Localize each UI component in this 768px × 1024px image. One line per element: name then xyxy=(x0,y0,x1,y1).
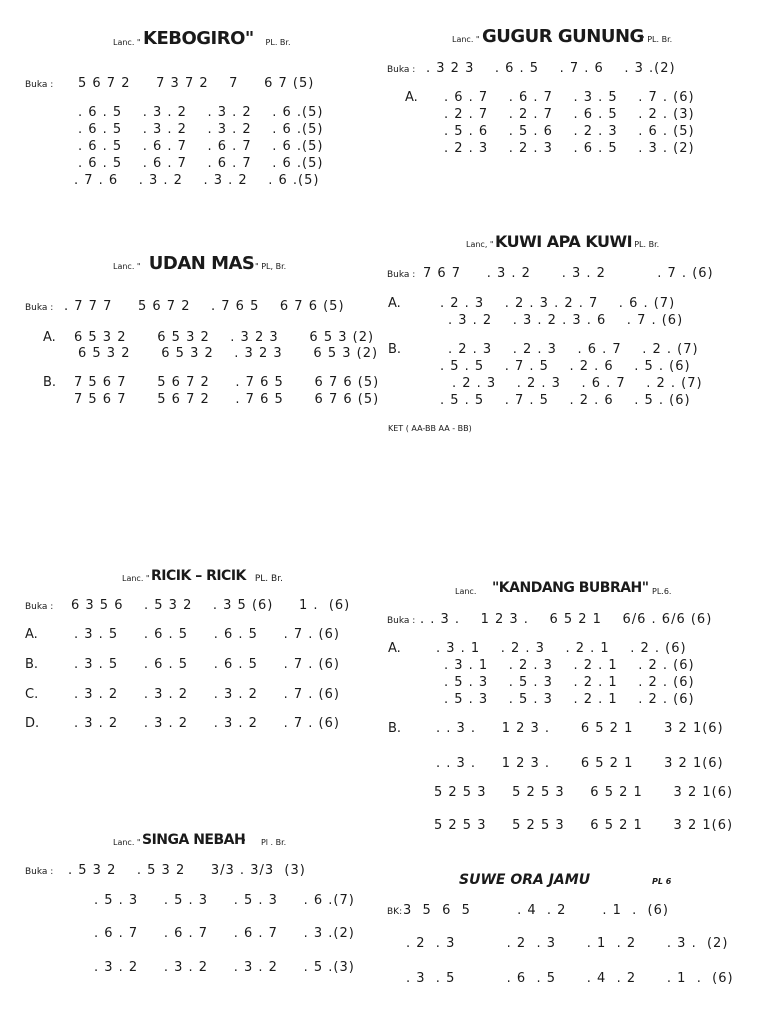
buka-notation: 7 6 7 . 3 . 2 . 3 . 2 . 7 . (6) xyxy=(423,266,714,281)
notation-row: . 6 . 5 . 3 . 2 . 3 . 2 . 6 .(5) xyxy=(78,122,324,137)
notation-row: . 5 . 6 . 5 . 6 . 2 . 3 . 6 . (5) xyxy=(444,124,695,139)
notation-row: . 2 . 3 . 2 . 3 . 2 . 7 . 6 . (7) xyxy=(440,296,676,311)
song-title: SINGA NEBAH xyxy=(142,832,246,848)
song-title: KUWI APA KUWI xyxy=(495,232,633,251)
notation-row: . 2 . 3 . 2 . 3 . 6 . 5 . 3 . (2) xyxy=(444,141,695,156)
notation-row: . 2 . 3 . 2 . 3 . 6 . 7 . 2 . (7) xyxy=(452,376,703,391)
part-label-a: A. xyxy=(388,296,401,311)
song-title: GUGUR GUNUNG xyxy=(482,26,644,47)
notation-row: 6 5 3 2 6 5 3 2 . 3 2 3 6 5 3 (2) xyxy=(78,346,379,361)
buka-label: Buka : xyxy=(387,270,416,280)
buka-label: Buka : xyxy=(387,65,416,75)
pl-label: " Pl . Br. xyxy=(242,838,287,847)
notation-row: . 3 . 1 . 2 . 3 . 2 . 1 . 2 . (6) xyxy=(436,641,687,656)
pl-label: " PL. Br. xyxy=(628,240,660,249)
buka-notation: . 3 2 3 . 6 . 5 . 7 . 6 . 3 .(2) xyxy=(426,61,676,76)
notation-row: . 5 . 3 . 5 . 3 . 2 . 1 . 2 . (6) xyxy=(444,692,695,707)
notation-row: 5 2 5 3 5 2 5 3 6 5 2 1 3 2 1(6) xyxy=(434,818,734,833)
buka-label: Buka : xyxy=(25,867,54,877)
lanc-label: Lanc. " xyxy=(113,838,141,847)
part-label-b: B. xyxy=(388,721,402,736)
notation-row: . 3 . 1 . 2 . 3 . 2 . 1 . 2 . (6) xyxy=(444,658,695,673)
notation-row: . . 3 . 1 2 3 . 6 5 2 1 3 2 1(6) xyxy=(436,756,724,771)
notation-row: . 6 . 5 . 6 . 7 . 6 . 7 . 6 .(5) xyxy=(78,139,324,154)
notation-row: . 3 . 2 . 3 . 2 . 3 . 6 . 7 . (6) xyxy=(448,313,684,328)
notation-row: 5 2 5 3 5 2 5 3 6 5 2 1 3 2 1(6) xyxy=(434,785,734,800)
part-label-a: A. xyxy=(405,90,418,105)
part-label: D. xyxy=(25,716,40,731)
lanc-label: Lanc. " xyxy=(122,574,150,583)
notation-row: . 3 . 2 . 3 . 2 . 3 . 2 . 7 . (6) xyxy=(74,687,340,702)
part-label: C. xyxy=(25,687,39,702)
notation-row: . 3 . 5 . 6 . 5 . 4 . 2 . 1 . (6) xyxy=(406,971,734,986)
ket-note: KET ( AA-BB AA - BB) xyxy=(388,424,472,433)
notation-row: 6 5 3 2 6 5 3 2 . 3 2 3 6 5 3 (2) xyxy=(74,330,375,345)
notation-row: . 6 . 7 . 6 . 7 . 6 . 7 . 3 .(2) xyxy=(94,926,355,941)
lanc-label: Lanc. " xyxy=(452,35,480,44)
part-label-b: B. xyxy=(43,375,57,390)
notation-row: . 2 . 7 . 2 . 7 . 6 . 5 . 2 . (3) xyxy=(444,107,695,122)
buka-notation: 3 5 6 5 . 4 . 2 . 1 . (6) xyxy=(403,903,669,918)
notation-row: . 3 . 2 . 3 . 2 . 3 . 2 . 7 . (6) xyxy=(74,716,340,731)
lanc-label: Lanc, " xyxy=(466,240,494,249)
buka-notation: 6 3 5 6 . 5 3 2 . 3 5 (6) 1 . (6) xyxy=(71,598,351,613)
notation-row: . 2 . 3 . 2 . 3 . 6 . 7 . 2 . (7) xyxy=(448,342,699,357)
notation-row: 7 5 6 7 5 6 7 2 . 7 6 5 6 7 6 (5) xyxy=(74,375,380,390)
notation-row: . 5 . 5 . 7 . 5 . 2 . 6 . 5 . (6) xyxy=(440,359,691,374)
buka-label: Buka : xyxy=(387,616,416,626)
notation-row: . 6 . 7 . 6 . 7 . 3 . 5 . 7 . (6) xyxy=(444,90,695,105)
lanc-label: Lanc. xyxy=(455,587,477,596)
buka-label: Buka : xyxy=(25,80,54,90)
pl-label: PL. Br. xyxy=(263,38,291,47)
notation-row: . 3 . 5 . 6 . 5 . 6 . 5 . 7 . (6) xyxy=(74,657,340,672)
buka-label: BK: xyxy=(387,907,403,917)
pl-label: " PL, Br. xyxy=(255,262,287,271)
lanc-label: Lanc. " xyxy=(113,38,141,47)
notation-row: 7 5 6 7 5 6 7 2 . 7 6 5 6 7 6 (5) xyxy=(74,392,380,407)
song-title: KEBOGIRO" xyxy=(143,28,254,49)
part-label: A. xyxy=(25,627,38,642)
buka-label: Buka : xyxy=(25,602,54,612)
notation-row: . 6 . 5 . 6 . 7 . 6 . 7 . 6 .(5) xyxy=(78,156,324,171)
song-title: SUWE ORA JAMU xyxy=(459,872,591,888)
part-label: B. xyxy=(25,657,39,672)
notation-row: . 7 . 6 . 3 . 2 . 3 . 2 . 6 .(5) xyxy=(74,173,320,188)
part-label-a: A. xyxy=(43,330,56,345)
lanc-label: Lanc. " xyxy=(113,262,141,271)
pl-label: PL 6 xyxy=(652,877,672,886)
notation-row: . 5 . 3 . 5 . 3 . 5 . 3 . 6 .(7) xyxy=(94,893,355,908)
notation-row: . 2 . 3 . 2 . 3 . 1 . 2 . 3 . (2) xyxy=(406,936,729,951)
notation-row: . 5 . 5 . 7 . 5 . 2 . 6 . 5 . (6) xyxy=(440,393,691,408)
pl-label: PL. Br. xyxy=(252,574,283,584)
pl-label: " PL. Br. xyxy=(641,35,673,44)
notation-row: . 6 . 5 . 3 . 2 . 3 . 2 . 6 .(5) xyxy=(78,105,324,120)
buka-notation: . 5 3 2 . 5 3 2 3/3 . 3/3 (3) xyxy=(68,863,306,878)
notation-row: . 5 . 3 . 5 . 3 . 2 . 1 . 2 . (6) xyxy=(444,675,695,690)
buka-notation: 5 6 7 2 7 3 7 2 7 6 7 (5) xyxy=(78,76,315,91)
notation-row: . 3 . 5 . 6 . 5 . 6 . 5 . 7 . (6) xyxy=(74,627,340,642)
song-title: RICIK – RICIK xyxy=(151,568,246,584)
buka-notation: . 7 7 7 5 6 7 2 . 7 6 5 6 7 6 (5) xyxy=(64,299,345,314)
buka-notation: . . 3 . 1 2 3 . 6 5 2 1 6/6 . 6/6 (6) xyxy=(420,612,713,627)
part-label-a: A. xyxy=(388,641,401,656)
part-label-b: B. xyxy=(388,342,402,357)
notation-row: . 3 . 2 . 3 . 2 . 3 . 2 . 5 .(3) xyxy=(94,960,355,975)
buka-label: Buka : xyxy=(25,303,54,313)
song-title: UDAN MAS xyxy=(143,253,255,274)
song-title: "KANDANG BUBRAH" xyxy=(492,580,649,596)
pl-label: PL.6. xyxy=(652,587,672,596)
notation-row: . . 3 . 1 2 3 . 6 5 2 1 3 2 1(6) xyxy=(436,721,724,736)
